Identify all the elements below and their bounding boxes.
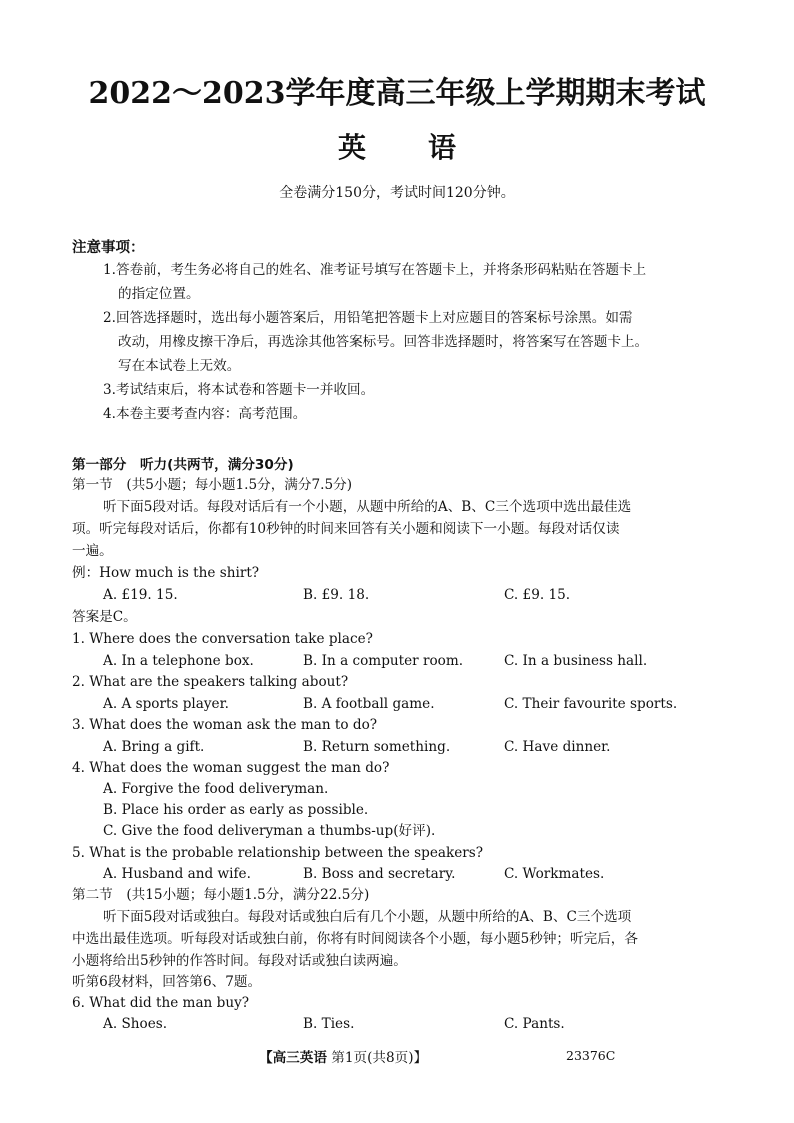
q4-option-b: B. Place his order as early as possible. — [103, 802, 369, 818]
part1-heading: 第一部分 听力(共两节，满分30分) — [72, 457, 294, 473]
footer-page: 第1页(共8页)】 — [331, 1050, 428, 1066]
question-5: 5. What is the probable relationship between the speakers? — [72, 845, 484, 861]
section1-heading: 第一节 (共5小题；每小题1.5分，满分7.5分) — [72, 477, 352, 493]
notice-heading: 注意事项： — [72, 240, 145, 256]
notice-line: 3.考试结束后，将本试卷和答题卡一并收回。 — [103, 382, 375, 398]
q4-option-a: A. Forgive the food deliveryman. — [103, 781, 329, 797]
question-2: 2. What are the speakers talking about? — [72, 674, 349, 690]
notice-line: 写在本试卷上无效。 — [118, 358, 241, 374]
question-3: 3. What does the woman ask the man to do? — [72, 717, 378, 733]
section2-instruction: 小题将给出5秒钟的作答时间。每段对话或独白读两遍。 — [72, 953, 407, 969]
material-note: 听第6段材料，回答第6、7题。 — [72, 974, 262, 990]
section2-instruction: 中选出最佳选项。听每段对话或独白前，你将有时间阅读各个小题，每小题5秒钟；听完后，各 — [72, 931, 638, 947]
notice-line: 改动，用橡皮擦干净后，再选涂其他答案标号。回答非选择题时，将答案写在答题卡上。 — [118, 334, 649, 350]
example-option-a: A. £19. 15. — [103, 587, 178, 603]
example-option-b: B. £9. 18. — [303, 587, 370, 603]
q1-option-a: A. In a telephone box. — [103, 653, 254, 669]
question-1: 1. Where does the conversation take place? — [72, 631, 373, 647]
subject-title: 英语 — [337, 131, 518, 164]
q1-option-b: B. In a computer room. — [303, 653, 464, 669]
q2-option-c: C. Their favourite sports. — [504, 696, 678, 712]
q3-option-a: A. Bring a gift. — [103, 739, 205, 755]
exam-title: 2022～2023学年度高三年级上学期期末考试 — [88, 76, 706, 111]
q5-option-c: C. Workmates. — [504, 866, 605, 882]
notice-line: 的指定位置。 — [118, 286, 200, 302]
section2-instruction: 听下面5段对话或独白。每段对话或独白后有几个小题，从题中所给的A、B、C三个选项 — [103, 909, 632, 925]
section2-heading: 第二节 (共15小题；每小题1.5分，满分22.5分) — [72, 887, 370, 903]
q1-option-c: C. In a business hall. — [504, 653, 648, 669]
notice-line: 4.本卷主要考查内容：高考范围。 — [103, 406, 307, 422]
q5-option-b: B. Boss and secretary. — [303, 866, 456, 882]
q4-option-c: C. Give the food deliveryman a thumbs-up(好评). — [103, 823, 436, 839]
q3-option-b: B. Return something. — [303, 739, 451, 755]
question-6: 6. What did the man buy? — [72, 995, 250, 1011]
q6-option-c: C. Pants. — [504, 1016, 565, 1032]
example-answer: 答案是C。 — [72, 609, 137, 625]
page-footer — [259, 1046, 427, 1066]
notice-line: 2.回答选择题时，选出每小题答案后，用铅笔把答题卡上对应题目的答案标号涂黑。如需 — [103, 310, 633, 326]
q2-option-a: A. A sports player. — [103, 696, 229, 712]
q6-option-a: A. Shoes. — [103, 1016, 168, 1032]
section1-instruction: 一遍。 — [72, 543, 113, 559]
score-line: 全卷满分150分，考试时间120分钟。 — [279, 185, 515, 201]
example-question: 例：How much is the shirt? — [72, 565, 260, 581]
q2-option-b: B. A football game. — [303, 696, 435, 712]
footer-code: 23376C — [566, 1048, 616, 1063]
q3-option-c: C. Have dinner. — [504, 739, 611, 755]
q5-option-a: A. Husband and wife. — [103, 866, 251, 882]
section1-instruction: 听下面5段对话。每段对话后有一个小题，从题中所给的A、B、C三个选项中选出最佳选 — [103, 499, 632, 515]
footer-label: 【高三英语 — [259, 1050, 327, 1066]
example-option-c: C. £9. 15. — [504, 587, 571, 603]
q6-option-b: B. Ties. — [303, 1016, 355, 1032]
question-4: 4. What does the woman suggest the man do? — [72, 760, 390, 776]
section1-instruction: 项。听完每段对话后，你都有10秒钟的时间来回答有关小题和阅读下一小题。每段对话仅读 — [72, 521, 620, 537]
notice-line: 1.答卷前，考生务必将自己的姓名、准考证号填写在答题卡上，并将条形码粘贴在答题卡上 — [103, 262, 647, 278]
